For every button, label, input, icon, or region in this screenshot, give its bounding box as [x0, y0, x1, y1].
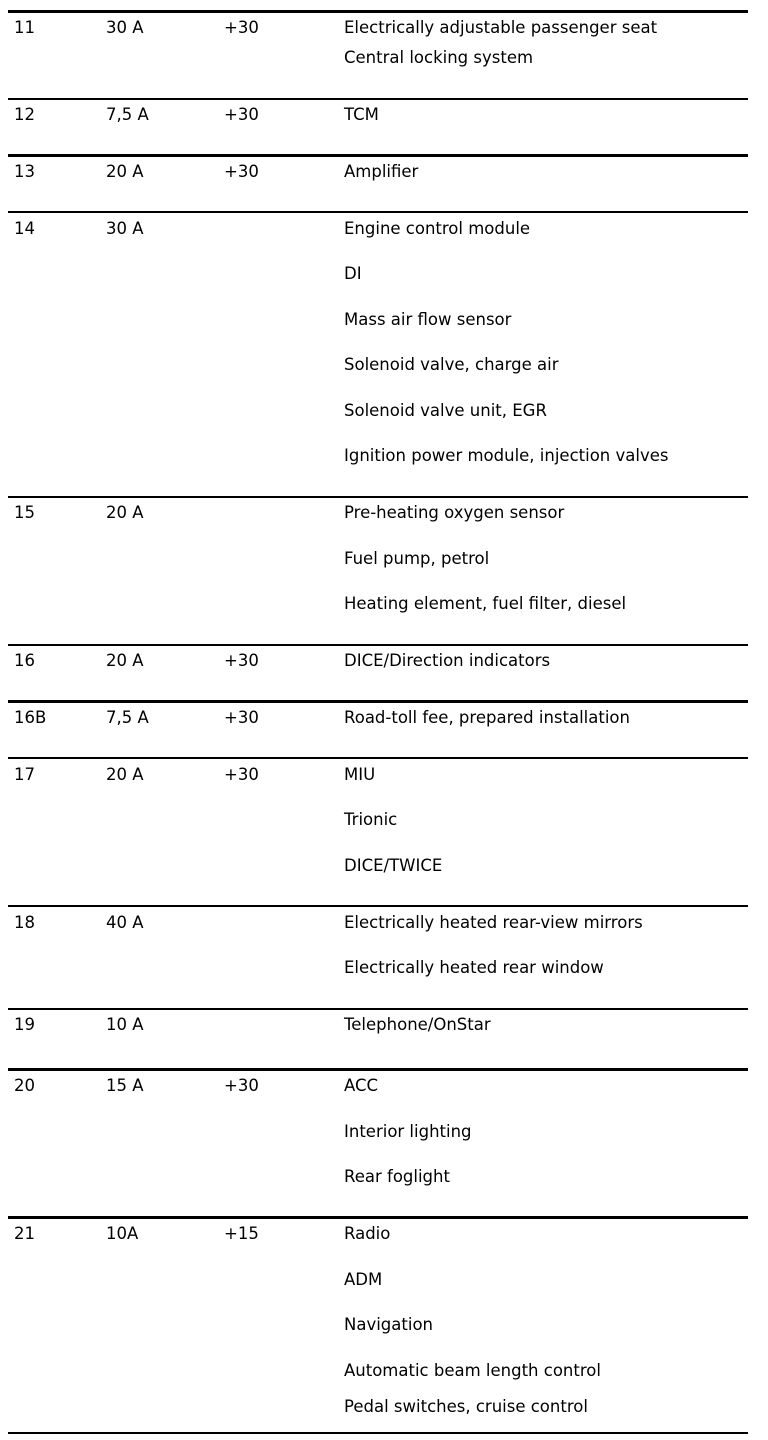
fuse-function: Radio [344, 1224, 391, 1243]
fuse-function: Interior lighting [344, 1122, 472, 1141]
row-divider [8, 1068, 748, 1071]
table-top-rule [8, 10, 748, 13]
fuse-terminal: +30 [224, 708, 259, 727]
fuse-function: Trionic [344, 810, 398, 829]
fuse-terminal: +15 [224, 1224, 259, 1243]
fuse-number: 16 [14, 651, 35, 670]
fuse-terminal: +30 [224, 162, 259, 181]
fuse-number: 20 [14, 1076, 35, 1095]
fuse-function: Fuel pump, petrol [344, 549, 490, 568]
fuse-amperage: 20 A [106, 503, 144, 522]
row-divider [8, 211, 748, 213]
fuse-function: Solenoid valve unit, EGR [344, 401, 547, 420]
fuse-amperage: 7,5 A [106, 105, 149, 124]
fuse-function: Telephone/OnStar [344, 1015, 491, 1034]
fuse-amperage: 20 A [106, 765, 144, 784]
fuse-amperage: 30 A [106, 18, 144, 37]
fuse-function: DICE/TWICE [344, 856, 443, 875]
row-divider [8, 98, 748, 100]
fuse-number: 12 [14, 105, 35, 124]
fuse-function: MIU [344, 765, 376, 784]
fuse-number: 11 [14, 18, 35, 37]
fuse-function: Automatic beam length control [344, 1361, 601, 1380]
fuse-function: DI [344, 264, 362, 283]
fuse-function: Rear foglight [344, 1167, 450, 1186]
fuse-function: Amplifier [344, 162, 419, 181]
row-divider [8, 1216, 748, 1219]
fuse-number: 17 [14, 765, 35, 784]
fuse-function: Navigation [344, 1315, 433, 1334]
row-divider [8, 1008, 748, 1010]
fuse-amperage: 10A [106, 1224, 139, 1243]
fuse-number: 21 [14, 1224, 35, 1243]
fuse-terminal: +30 [224, 18, 259, 37]
fuse-terminal: +30 [224, 105, 259, 124]
fuse-terminal: +30 [224, 1076, 259, 1095]
fuse-number: 15 [14, 503, 35, 522]
fuse-function: Heating element, fuel filter, diesel [344, 594, 627, 613]
row-divider [8, 905, 748, 907]
fuse-terminal: +30 [224, 651, 259, 670]
fuse-function: DICE/Direction indicators [344, 651, 551, 670]
fuse-amperage: 30 A [106, 219, 144, 238]
fuse-amperage: 10 A [106, 1015, 144, 1034]
fuse-function: Electrically adjustable passenger seat [344, 18, 658, 37]
row-divider [8, 757, 748, 759]
fuse-amperage: 15 A [106, 1076, 144, 1095]
row-divider [8, 154, 748, 157]
fuse-number: 19 [14, 1015, 35, 1034]
fuse-function: Electrically heated rear window [344, 958, 604, 977]
fuse-amperage: 20 A [106, 651, 144, 670]
fuse-number: 16B [14, 708, 47, 727]
fuse-function: Ignition power module, injection valves [344, 446, 669, 465]
fuse-function: Pre-heating oxygen sensor [344, 503, 565, 522]
fuse-function: TCM [344, 105, 379, 124]
fuse-amperage: 20 A [106, 162, 144, 181]
fuse-function: Solenoid valve, charge air [344, 355, 559, 374]
fuse-function: Electrically heated rear-view mirrors [344, 913, 643, 932]
table-bottom-rule [8, 1432, 748, 1434]
fuse-number: 14 [14, 219, 35, 238]
fuse-function: Pedal switches, cruise control [344, 1397, 588, 1416]
fuse-function: Mass air flow sensor [344, 310, 512, 329]
row-divider [8, 496, 748, 498]
fuse-function: ACC [344, 1076, 379, 1095]
fuse-number: 13 [14, 162, 35, 181]
fuse-function: ADM [344, 1270, 383, 1289]
fuse-function: Engine control module [344, 219, 531, 238]
fuse-function: Central locking system [344, 48, 534, 67]
fuse-terminal: +30 [224, 765, 259, 784]
row-divider [8, 644, 748, 646]
fuse-number: 18 [14, 913, 35, 932]
fuse-function: Road-toll fee, prepared installation [344, 708, 630, 727]
row-divider [8, 700, 748, 703]
fuse-amperage: 40 A [106, 913, 144, 932]
fuse-amperage: 7,5 A [106, 708, 149, 727]
